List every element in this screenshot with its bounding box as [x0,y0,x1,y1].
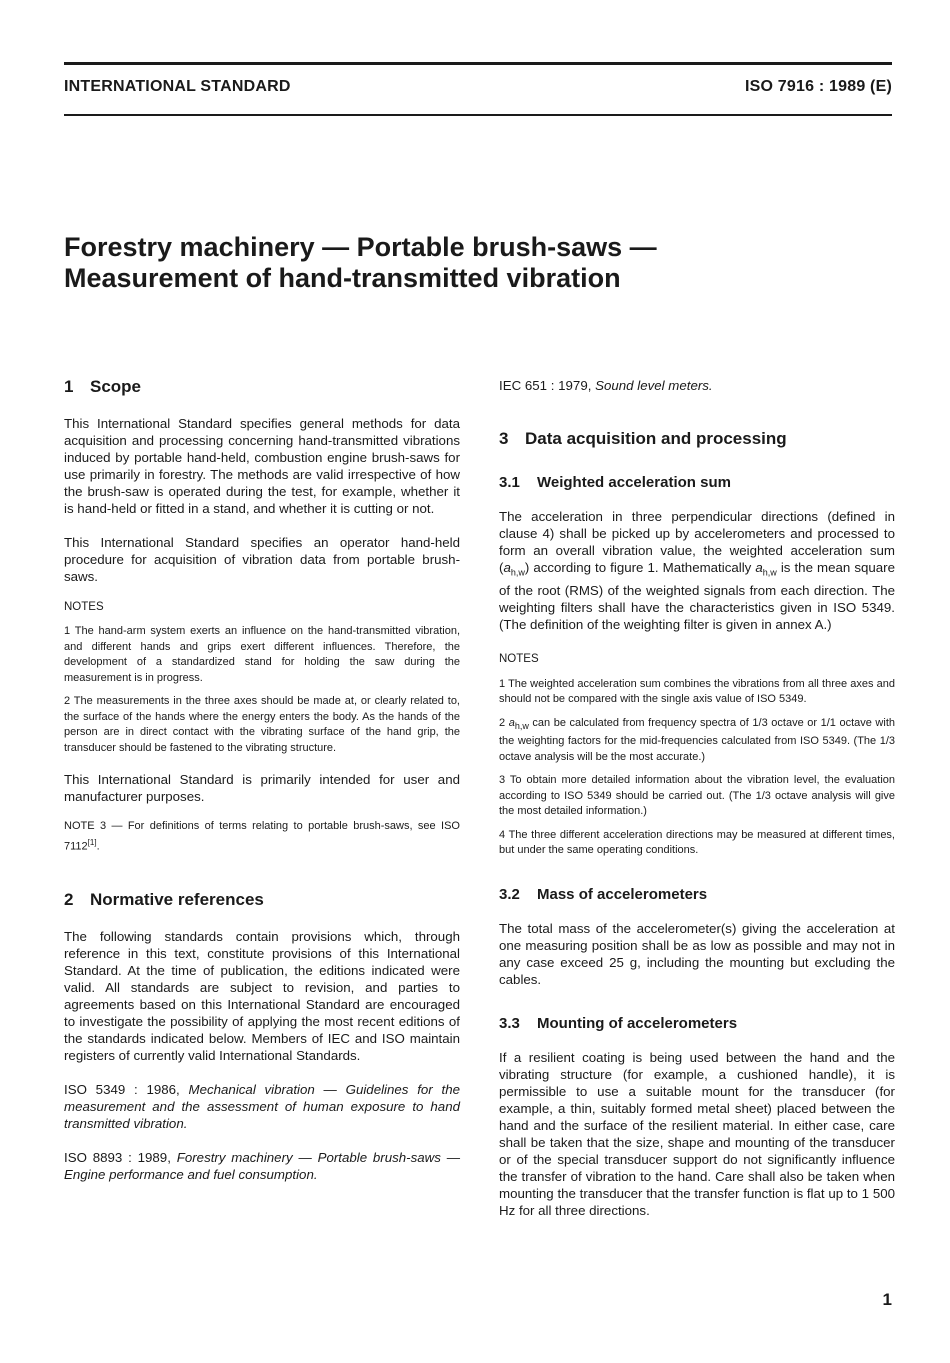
scope-note-3: NOTE 3 — For definitions of terms relating to portable brush-saws, see ISO 7112[1]. [64,820,460,853]
reference-iso-5349: ISO 5349 : 1986, Mechanical vibration — Guidelines for the measurement and the assessment of human exposure to hand transmitted vibration. [64,1081,460,1131]
reference-iso-8893: ISO 8893 : 1989, Forestry machinery — Portable brush-saws — Engine performance and fuel consumption. [64,1149,461,1182]
weighted-sum-paragraph: The acceleration in three perpendicular directions (defined in clause 4) shall be picked up by accelerometers and processed to form an overall vibration value, the weighted acceleration sum $(a_{h,w})$ according to figure 1. Mathematically $a_{h,w}$ is the mean square of the root (RMS) of the weighted signals from each direction. The weighting filters shall have the characteristics given in ISO 5349. (The definition of the weighting filter is given in annex A.) [499,509,895,632]
document-title [64,232,884,294]
section-3-3-heading: 3.3 Mounting of accelerometers [499,1014,738,1032]
normative-paragraph: The following standards contain provisions which, through reference in this text, constitute provisions of this International Standard. At the time of publication, the editions indicated were valid. All standards are subject to revision, and parties to agreements based on this International Standard are encouraged to investigate the possibility of applying the most recent editions of the standards indicated below. Members of IEC and ISO maintain registers of currently valid International Standards. [64,928,460,1063]
scope-note-2: 2 The measurements in the three axes should be made at, or clearly related to, the surface of the hands where the energy enters the body. As the hands of the person are in direct contact with the vibrating surface of the hand grip, the transducer should be fastened to the vibrating structure. [64,695,460,754]
section-3-2-heading: 3.2 Mass of accelerometers [499,885,708,903]
reference-superscript: [1] [87,837,97,847]
standard-number: ISO 7916 : 1989 (E) [745,78,892,95]
title-line-2: Measurement of hand-transmitted vibration [64,263,621,293]
page-number: 1 [882,1290,892,1309]
scope-note-1: 1 The hand-arm system exerts an influence on the hand-transmitted vibration, and different hands and grips exert different influences. Therefore, the development of a standardized stand for holding the saw during the measurement is in progress. [64,625,460,684]
section-1-heading: 1 Scope [64,377,142,396]
left-column [64,376,460,1183]
scope-paragraph-3: This International Standard is primarily intended for user and manufacturer purposes. [64,772,460,804]
mounting-paragraph: If a resilient coating is being used between the hand and the vibrating structure (for example, a cushioned handle), it is permissible to use a suitable mount for the transducer (for example, a thin, suitably formed metal sheet) placed between the hand and the surface of the resilient material. In either case, care shall be taken that the size, shape and mounting of the transducer or of the special transducer support do not significantly influence the transfer of vibration to the hand. Care shall also be taken when mounting the transducer that the transfer function is flat up to 1 500 Hz for all three directions. [499,1049,895,1218]
section-3-1-heading: 3.1 Weighted acceleration sum [499,474,731,491]
header-top-rule [64,62,892,65]
section-3-note-3: 3 To obtain more detailed information about the vibration level, the evaluation according to ISO 5349 should be carried out. (The 1/3 octave analysis will give the most detailed information.) [499,774,895,818]
mass-paragraph: The total mass of the accelerometer(s) giving the acceleration at one measuring position shall be as low as possible and may not in any case exceed 25 g, including the mounting but excluding the cables. [499,920,895,987]
scope-paragraph-2: This International Standard specifies an operator hand-held procedure for acquisition of vibration data from portable brush-saws. [64,535,460,584]
section-3-heading: 3 Data acquisition and processing [499,429,787,448]
section-3-notes-label: NOTES [499,652,539,665]
section-3-note-2: 2 $a_{h,w}$ can be calculated from frequency spectra of 1/3 octave or 1/1 octave with the weighting factors for the mid-frequencies calculated from ISO 5349. (The 1/3 octave analysis will be the most accurate.) [499,716,895,763]
document-type-label: INTERNATIONAL STANDARD [64,78,291,95]
header-bottom-rule [64,114,892,116]
section-2-heading: 2 Normative references [64,889,264,909]
section-3-note-1: 1 The weighted acceleration sum combines the vibrations from all three axes and should not be compared with the single axis value of ISO 5349. [499,677,895,706]
scope-notes-label: NOTES [64,601,104,613]
right-column [499,376,895,1219]
section-3-note-4: 4 The three different acceleration directions may be measured at different times, but under the same operating conditions. [499,828,895,857]
title-line-1: Forestry machinery — Portable brush-saws — [64,232,657,262]
scope-paragraph-1: This International Standard specifies general methods for data acquisition and processing concerning hand-transmitted vibrations induced by portable hand-held, combustion engine brush-saws for use primarily in forestry. The methods are valid irrespective of how the brush-saw is operated during the test, for example, whether it is hand-held or fitted in a stand, and whether it is cutting or not. [64,416,460,516]
reference-iec-651: IEC 651 : 1979, Sound level meters. [499,378,713,393]
